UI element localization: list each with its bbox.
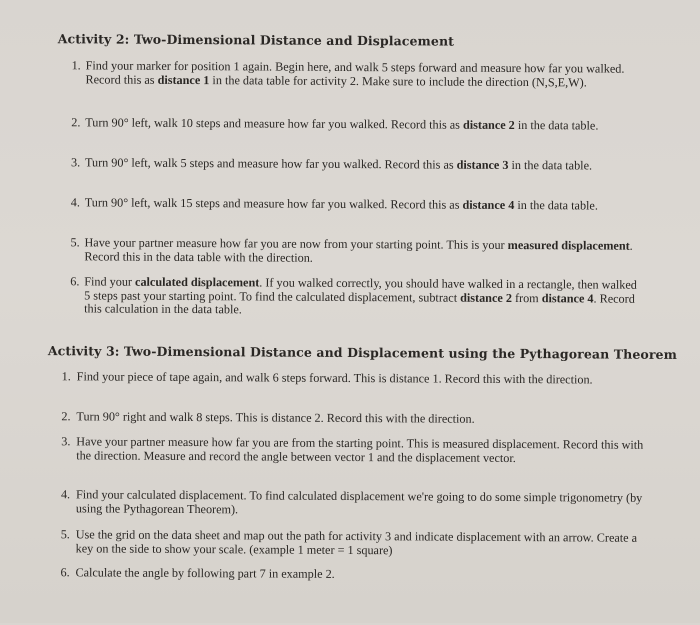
item-text: Find your calculated displacement. If you walked correctly, you should have walked in a rectangle, then walked 5 steps past your starting point. To find the calculated displacement, subtract distance 2 from distance 4. Record this calculation in the data table. <box>84 274 637 317</box>
activity-3-item-3 <box>61 435 649 466</box>
item-text: Turn 90° right and walk 8 steps. This is distance 2. Record this with the direction. <box>76 409 475 426</box>
item-text: Turn 90° left, walk 10 steps and measure how far you walked. Record this as distance 2 in the data table. <box>85 115 599 133</box>
item-number: 4. <box>70 195 80 210</box>
item-text: Turn 90° left, walk 15 steps and measure how far you walked. Record this as distance 4 in the data table. <box>84 195 598 213</box>
item-text: Calculate the angle by following part 7 in example 2. <box>75 565 335 581</box>
item-text: Find your piece of tape again, and walk 6 steps forward. This is distance 1. Record this with the direction. <box>76 369 593 387</box>
activity-2-heading: Activity 2: Two-Dimensional Distance and Displacement <box>57 31 455 49</box>
item-number: 1. <box>61 369 71 384</box>
item-text: Find your calculated displacement. To find calculated displacement we're going to do some simple trigonometry (by using the Pythagorean Theorem). <box>75 487 643 516</box>
item-number: 3. <box>70 155 81 170</box>
activity-2-item-2 <box>71 116 646 133</box>
item-number: 6. <box>70 274 80 289</box>
item-number: 5. <box>70 235 80 250</box>
activity-3-item-1 <box>62 370 650 387</box>
item-text: Turn 90° left, walk 5 steps and measure how far you walked. Record this as distance 3 in the data table. <box>84 155 593 173</box>
activity-2-item-3 <box>71 156 646 173</box>
activity-2-item-4 <box>71 196 646 213</box>
item-text: Have your partner measure how far you are now from your starting point. This is your measured displacement. Record this in the data table with the direction. <box>84 235 633 265</box>
item-number: 4. <box>60 487 71 502</box>
item-text: Find your marker for position 1 again. Begin here, and walk 5 steps forward and measure how far you walked. Record this as distance 1 in the data table for activity 2. Make sure to include the direction (N,S,E,W). <box>85 58 625 90</box>
activity-3-item-6 <box>60 566 648 583</box>
activity-3-item-2 <box>61 410 649 427</box>
activity-2-item-1 <box>71 59 646 90</box>
activity-3-heading: Activity 3: Two-Dimensional Distance and Displacement using the Pythagorean Theorem <box>47 343 677 363</box>
item-text: Have your partner measure how far you are from the starting point. This is measured displacement. Record this with the direction. Measure and record the angle between vector 1 and the displacement vector. <box>76 434 644 465</box>
item-number: 2. <box>71 115 81 130</box>
activity-3-item-4 <box>61 488 649 519</box>
activity-2-item-5 <box>70 236 645 267</box>
item-number: 2. <box>61 409 71 424</box>
item-number: 5. <box>60 527 70 542</box>
item-number: 3. <box>61 434 71 449</box>
item-text: Use the grid on the data sheet and map out the path for activity 3 and indicate displacement with an arrow. Create a key on the side to show your scale. (example 1 meter = 1 square) <box>75 527 638 557</box>
activity-3-item-5 <box>61 528 649 559</box>
activity-2-item-6 <box>70 275 645 319</box>
item-number: 6. <box>60 565 70 580</box>
item-number: 1. <box>71 58 81 73</box>
